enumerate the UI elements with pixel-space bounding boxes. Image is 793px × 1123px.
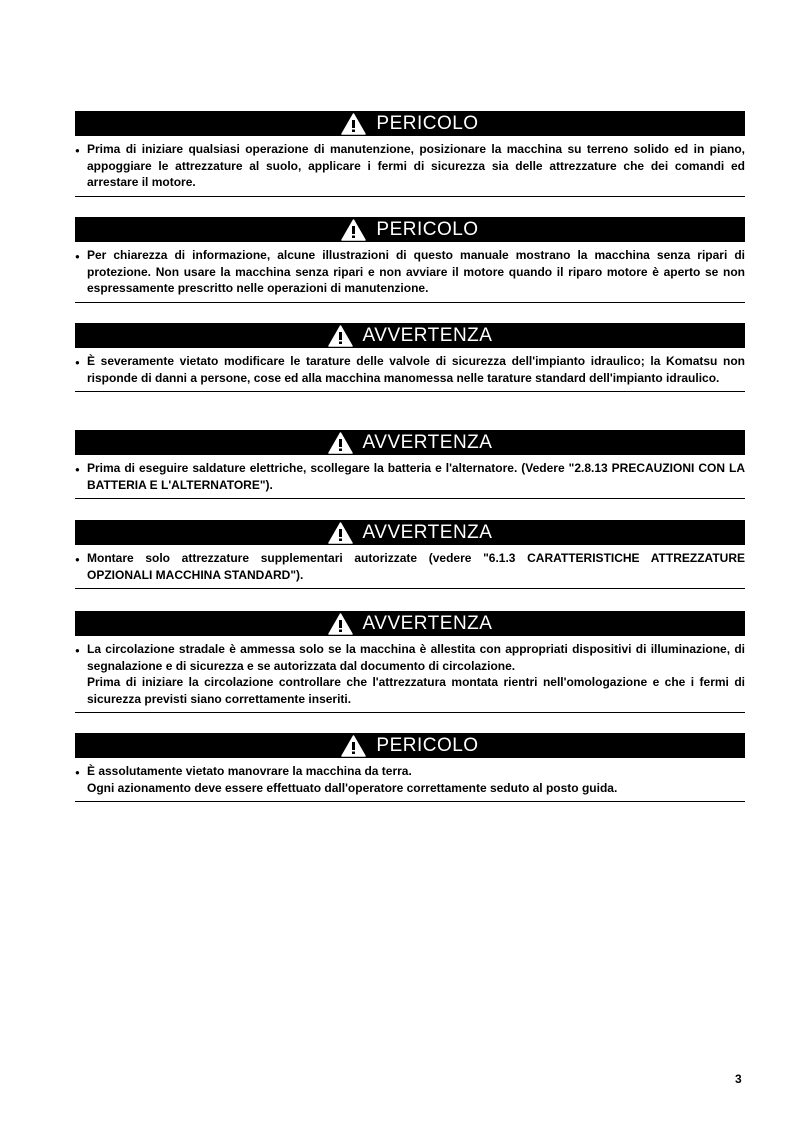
- warning-triangle-icon: [341, 113, 366, 135]
- notice-item: [75, 641, 745, 707]
- notice-label: PERICOLO: [376, 218, 479, 240]
- notice-text: Per chiarezza di informazione, alcune illustrazioni di questo manuale mostrano la macchina senza ripari di protezione. Non usare la macchina senza ripari e non avviare il motore quando il riparo motore è aperto se non espressamente prescritto nelle operazioni di manutenzione.: [87, 248, 745, 295]
- notice-item: [75, 550, 745, 583]
- safety-notice-7: [75, 733, 745, 802]
- warning-triangle-icon: [328, 432, 353, 454]
- bullet-icon: ●: [75, 465, 80, 474]
- bullet-icon: ●: [75, 768, 80, 777]
- safety-notice-2: [75, 217, 745, 303]
- notice-header: [75, 111, 745, 136]
- notice-label: AVVERTENZA: [362, 324, 493, 346]
- notice-header: [75, 611, 745, 636]
- notice-text: Prima di iniziare qualsiasi operazione di manutenzione, posizionare la macchina su terreno solido ed in piano, appoggiare le attrezzature al suolo, applicare i fermi di sicurezza sia delle attrezzature che dei comandi ed arrestare il motore.: [87, 142, 745, 189]
- notice-header: [75, 733, 745, 758]
- safety-notice-6: [75, 611, 745, 713]
- warning-triangle-icon: [328, 613, 353, 635]
- notice-item: [75, 460, 745, 493]
- notice-body: [75, 636, 745, 713]
- page-number: 3: [735, 1072, 742, 1086]
- notice-header: [75, 430, 745, 455]
- bullet-icon: ●: [75, 146, 80, 155]
- notice-text: Prima di iniziare la circolazione controllare che l'attrezzatura montata rientri nell'omologazione e che i fermi di sicurezza previsti siano correttamente inseriti.: [87, 675, 745, 706]
- notice-body: [75, 136, 745, 197]
- notice-item: [75, 141, 745, 191]
- notice-item: [75, 353, 745, 386]
- notice-body: [75, 545, 745, 589]
- bullet-icon: ●: [75, 646, 80, 655]
- notice-label: PERICOLO: [376, 734, 479, 756]
- notice-text: È severamente vietato modificare le tarature delle valvole di sicurezza dell'impianto idraulico; la Komatsu non risponde di danni a persone, cose ed alla macchina manomessa nelle tarature standard dell'impianto idraulico.: [87, 354, 745, 385]
- notice-header: [75, 217, 745, 242]
- notice-body: [75, 348, 745, 392]
- notice-label: AVVERTENZA: [362, 612, 493, 634]
- safety-notice-4: [75, 430, 745, 499]
- notice-label: AVVERTENZA: [362, 431, 493, 453]
- warning-triangle-icon: [341, 735, 366, 757]
- warning-triangle-icon: [328, 325, 353, 347]
- bullet-icon: ●: [75, 555, 80, 564]
- warning-triangle-icon: [341, 219, 366, 241]
- notice-text: È assolutamente vietato manovrare la macchina da terra.: [87, 764, 412, 778]
- notice-text: Ogni azionamento deve essere effettuato dall'operatore correttamente seduto al posto guida.: [87, 780, 618, 795]
- notice-header: [75, 520, 745, 545]
- notice-text: Prima di eseguire saldature elettriche, scollegare la batteria e l'alternatore. (Vedere "2.8.13 PRECAUZIONI CON LA BATTERIA E L'ALTERNATORE").: [87, 461, 745, 492]
- notice-header: [75, 323, 745, 348]
- notice-label: PERICOLO: [376, 112, 479, 134]
- notice-text: La circolazione stradale è ammessa solo se la macchina è allestita con appropriati dispositivi di illuminazione, di segnalazione e di sicurezza e se autorizzata dal documento di circolazione.: [87, 642, 745, 673]
- notice-text: Montare solo attrezzature supplementari autorizzate (vedere "6.1.3 CARATTERISTICHE ATTREZZATURE OPZIONALI MACCHINA STANDARD").: [87, 551, 745, 582]
- bullet-icon: ●: [75, 252, 80, 261]
- bullet-icon: ●: [75, 358, 80, 367]
- safety-notice-1: [75, 111, 745, 197]
- notice-body: [75, 242, 745, 303]
- notice-label: AVVERTENZA: [362, 521, 493, 543]
- safety-notice-5: [75, 520, 745, 589]
- notice-item: [75, 247, 745, 297]
- notice-body: [75, 758, 745, 802]
- notice-body: [75, 455, 745, 499]
- warning-triangle-icon: [328, 522, 353, 544]
- safety-notice-3: [75, 323, 745, 392]
- notice-item: [75, 763, 745, 796]
